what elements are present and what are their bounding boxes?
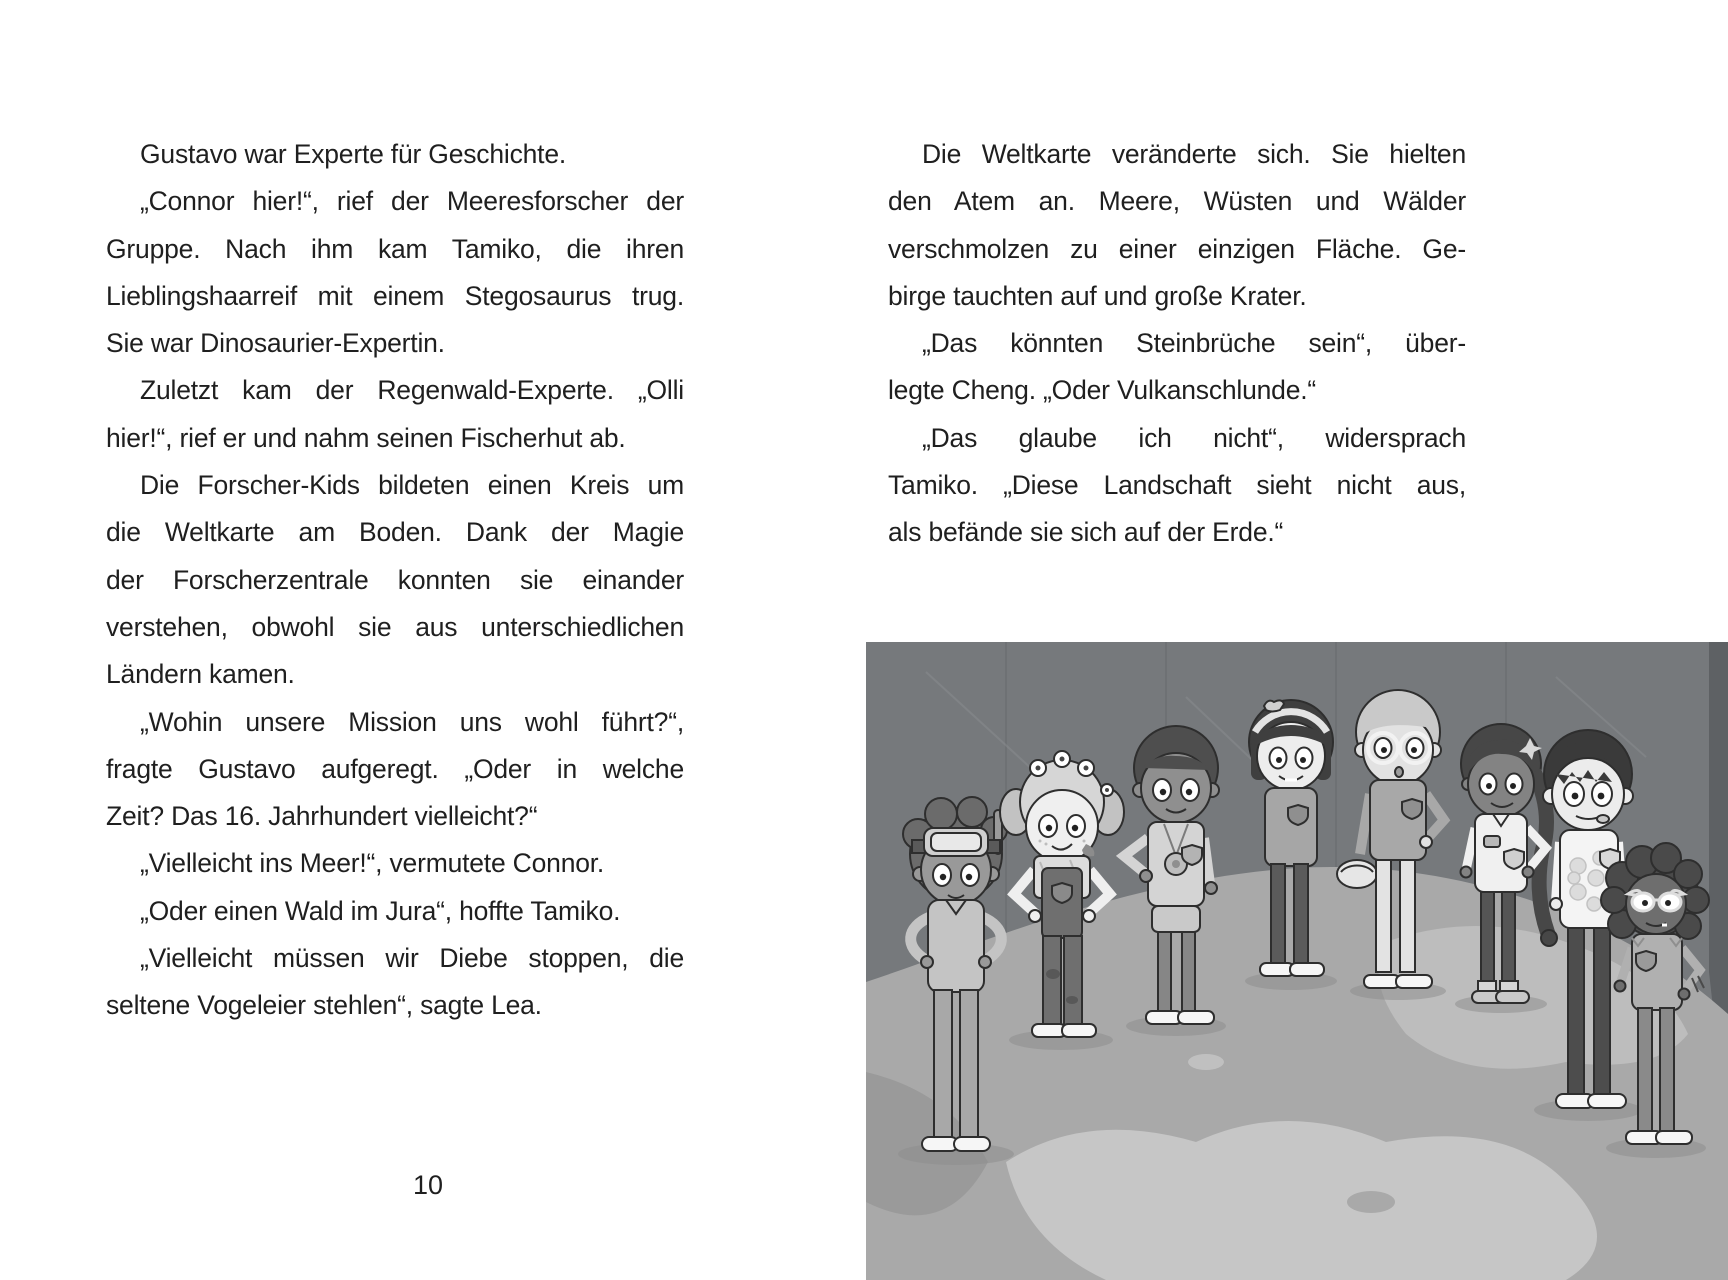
paragraph (106, 131, 684, 178)
text-line: verschmolzen zu einer einzigen Fläche. Ge- (888, 233, 1466, 264)
text-line: Gruppe. Nach ihm kam Tamiko, die ihren (106, 233, 684, 264)
text-line: Die Forscher-Kids bildeten einen Kreis um (140, 470, 684, 501)
text-line: „Vielleicht müssen wir Diebe stoppen, die (140, 943, 684, 974)
text-line: legte Cheng. „Oder Vulkanschlunde.“ (888, 375, 1317, 406)
text-line: die Weltkarte am Boden. Dank der Magie (106, 517, 684, 548)
text-line: Ländern kamen. (106, 659, 295, 690)
paragraph (888, 131, 1466, 320)
text-line: „Oder einen Wald im Jura“, hoffte Tamiko. (140, 895, 621, 926)
map-lake (1347, 1191, 1395, 1213)
page-number: 10 (412, 1170, 444, 1200)
text-line: „Das könnten Steinbrüche sein“, über- (922, 328, 1466, 359)
map-island (1188, 1054, 1224, 1070)
text-line: Lieblingshaarreif mit einem Stegosaurus trug. (106, 280, 684, 311)
rocket-patch-icon (1484, 836, 1500, 847)
text-line: der Forscherzentrale konnten sie einander (106, 564, 684, 595)
paragraph (106, 699, 684, 841)
paragraph (888, 320, 1466, 415)
paragraph (106, 178, 684, 367)
text-line: Zeit? Das 16. Jahrhundert vielleicht?“ (106, 801, 538, 832)
text-line: den Atem an. Meere, Wüsten und Wälder (888, 186, 1466, 217)
text-line: „Connor hier!“, rief der Meeresforscher der (140, 186, 684, 217)
text-line: Gustavo war Experte für Geschichte. (140, 139, 567, 169)
text-line: als befände sie sich auf der Erde.“ (888, 517, 1284, 548)
text-line: birge tauchten auf und große Krater. (888, 280, 1307, 311)
text-line: seltene Vogeleier stehlen“, sagte Lea. (106, 990, 542, 1021)
paragraph (106, 367, 684, 462)
paragraph (888, 415, 1466, 557)
stegosaurus-clip-icon (1264, 700, 1284, 711)
text-line: Tamiko. „Diese Landschaft sieht nicht aus, (888, 470, 1466, 501)
paragraph (106, 888, 684, 935)
text-line: Die Weltkarte veränderte sich. Sie hielten (922, 139, 1466, 169)
paragraph (106, 935, 684, 1030)
fisher-hat-icon (1337, 860, 1377, 888)
text-line: fragte Gustavo aufgeregt. „Oder in welche (106, 753, 684, 784)
text-line: „Das glaube ich nicht“, widersprach (922, 422, 1466, 453)
text-line: „Wohin unsere Mission uns wohl führt?“, (140, 706, 684, 737)
illustration-explorer-kids (866, 642, 1728, 1280)
tongue (1597, 815, 1609, 823)
map-island (1312, 1129, 1360, 1147)
text-line: Zuletzt kam der Regenwald-Experte. „Olli (140, 375, 684, 406)
text-line: verstehen, obwohl sie aus unterschiedlichen (106, 611, 684, 642)
text-line: Sie war Dinosaurier-Expertin. (106, 328, 445, 359)
paragraph (106, 462, 684, 698)
illustration-canvas (866, 642, 1728, 1280)
right-page-text (888, 131, 1466, 557)
text-line: hier!“, rief er und nahm seinen Fischerhut ab. (106, 422, 626, 453)
paragraph (106, 840, 684, 887)
text-line: „Vielleicht ins Meer!“, vermutete Connor. (140, 848, 605, 879)
left-page-text (106, 131, 684, 1030)
